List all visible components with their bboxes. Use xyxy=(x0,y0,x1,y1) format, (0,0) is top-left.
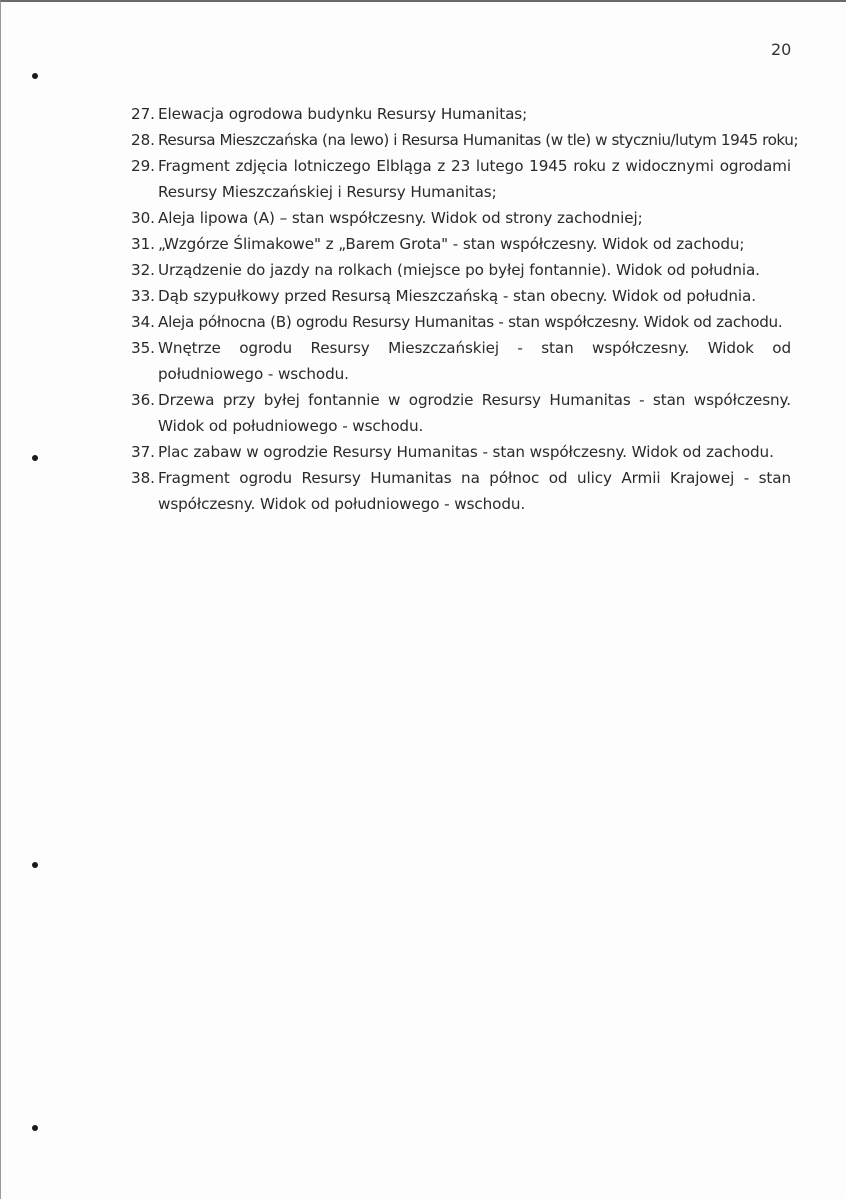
item-number: 35. xyxy=(131,339,155,357)
item-number: 32. xyxy=(131,261,155,279)
item-number: 33. xyxy=(131,287,155,305)
item-text: Plac zabaw w ogrodzie Resursy Humanitas - stan współczesny. Widok od zachodu. xyxy=(158,443,774,461)
item-number: 36. xyxy=(131,391,155,409)
item-text: Fragment zdjęcia lotniczego Elbląga z 23 lutego 1945 roku z widocznymi ogrodami Resursy Mieszczańskiej i Resursy Humanitas; xyxy=(158,157,791,201)
item-text: Urządzenie do jazdy na rolkach (miejsce po byłej fontannie). Widok od południa. xyxy=(158,261,760,279)
list-item xyxy=(131,257,791,283)
caption-list xyxy=(131,101,799,517)
list-item xyxy=(131,101,791,127)
list-item xyxy=(131,205,791,231)
item-number: 31. xyxy=(131,235,155,253)
item-text: Drzewa przy byłej fontannie w ogrodzie Resursy Humanitas - stan współczesny. Widok od południowego - wschodu. xyxy=(158,391,791,435)
item-text: Aleja lipowa (A) – stan współczesny. Widok od strony zachodniej; xyxy=(158,209,643,227)
list-item xyxy=(131,309,791,335)
list-item xyxy=(131,465,791,517)
item-number: 38. xyxy=(131,469,155,487)
list-item xyxy=(131,127,799,153)
list-item xyxy=(131,153,791,205)
list-item xyxy=(131,283,791,309)
list-item xyxy=(131,387,791,439)
item-text: Wnętrze ogrodu Resursy Mieszczańskiej - stan współczesny. Widok od południowego - wschodu. xyxy=(158,339,791,383)
item-number: 28. xyxy=(131,131,155,149)
item-text: Dąb szypułkowy przed Resursą Mieszczańską - stan obecny. Widok od południa. xyxy=(158,287,756,305)
item-text: Elewacja ogrodowa budynku Resursy Humanitas; xyxy=(158,105,528,123)
punch-hole-mark xyxy=(32,455,38,461)
item-number: 37. xyxy=(131,443,155,461)
item-number: 27. xyxy=(131,105,155,123)
item-number: 30. xyxy=(131,209,155,227)
item-text: Fragment ogrodu Resursy Humanitas na północ od ulicy Armii Krajowej - stan współczesny. Widok od południowego - wschodu. xyxy=(158,469,791,513)
punch-hole-mark xyxy=(32,862,38,868)
item-text: Aleja północna (B) ogrodu Resursy Humanitas - stan współczesny. Widok od zachodu. xyxy=(158,313,783,331)
punch-hole-mark xyxy=(32,73,38,79)
item-text: „Wzgórze Ślimakowe" z „Barem Grota" - stan współczesny. Widok od zachodu; xyxy=(158,235,745,253)
page-number: 20 xyxy=(771,40,792,59)
list-item xyxy=(131,335,791,387)
item-number: 29. xyxy=(131,157,155,175)
punch-hole-mark xyxy=(32,1125,38,1131)
list-item xyxy=(131,439,791,465)
list-item xyxy=(131,231,791,257)
item-text: Resursa Mieszczańska (na lewo) i Resursa Humanitas (w tle) w styczniu/lutym 1945 roku; xyxy=(158,131,799,149)
item-number: 34. xyxy=(131,313,155,331)
